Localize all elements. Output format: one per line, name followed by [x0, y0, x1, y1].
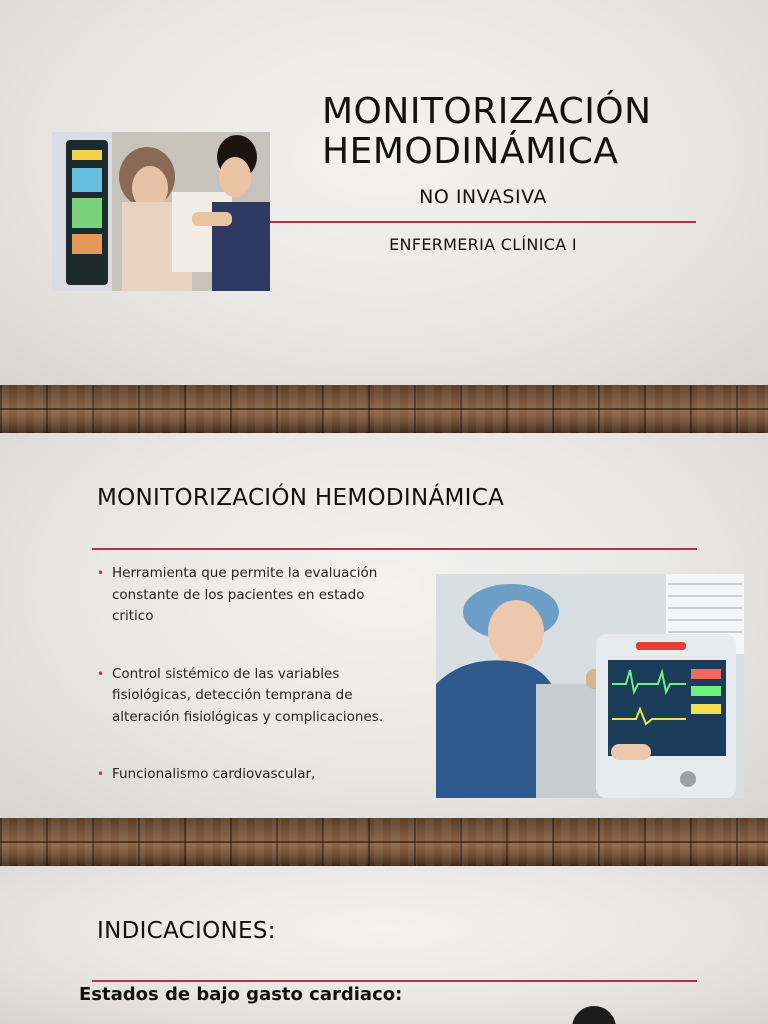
- divider-rule: [270, 221, 696, 223]
- course-name: ENFERMERIA CLÍNICA I: [389, 235, 577, 254]
- slide-heading: MONITORIZACIÓN HEMODINÁMICA: [97, 485, 505, 511]
- bullet-icon: •: [97, 666, 105, 681]
- slide-title: [0, 0, 768, 385]
- slide-title-heading: MONITORIZACIÓN HEMODINÁMICA: [322, 91, 652, 172]
- slide-indications: [0, 866, 768, 1024]
- slide-subtitle: NO INVASIVA: [419, 186, 547, 208]
- bullet-item: [97, 764, 407, 786]
- partial-image: [572, 1006, 616, 1024]
- wood-divider: [0, 385, 768, 433]
- wood-divider: [0, 818, 768, 866]
- bullet-item: [97, 563, 407, 628]
- bullet-text: Funcionalismo cardiovascular,: [112, 766, 316, 782]
- bullet-list: [97, 563, 407, 818]
- nurse-patient-photo: [52, 132, 270, 291]
- section-heading: Estados de bajo gasto cardiaco:: [79, 984, 403, 1005]
- divider-rule: [92, 548, 697, 550]
- divider-rule: [92, 980, 697, 982]
- nurse-monitor-photo: [436, 574, 744, 798]
- slide-heading: INDICACIONES:: [97, 918, 276, 944]
- slide-monitoring: [0, 433, 768, 818]
- bullet-icon: •: [97, 566, 105, 580]
- bullet-text: Herramienta que permite la evaluación constante de los pacientes en estado critico: [112, 565, 378, 624]
- bullet-text: Control sistémico de las variables fisiológicas, detección temprana de alteración fisiológicas y complicaciones.: [112, 665, 384, 725]
- bullet-icon: •: [97, 767, 105, 781]
- bullet-item: [97, 664, 407, 729]
